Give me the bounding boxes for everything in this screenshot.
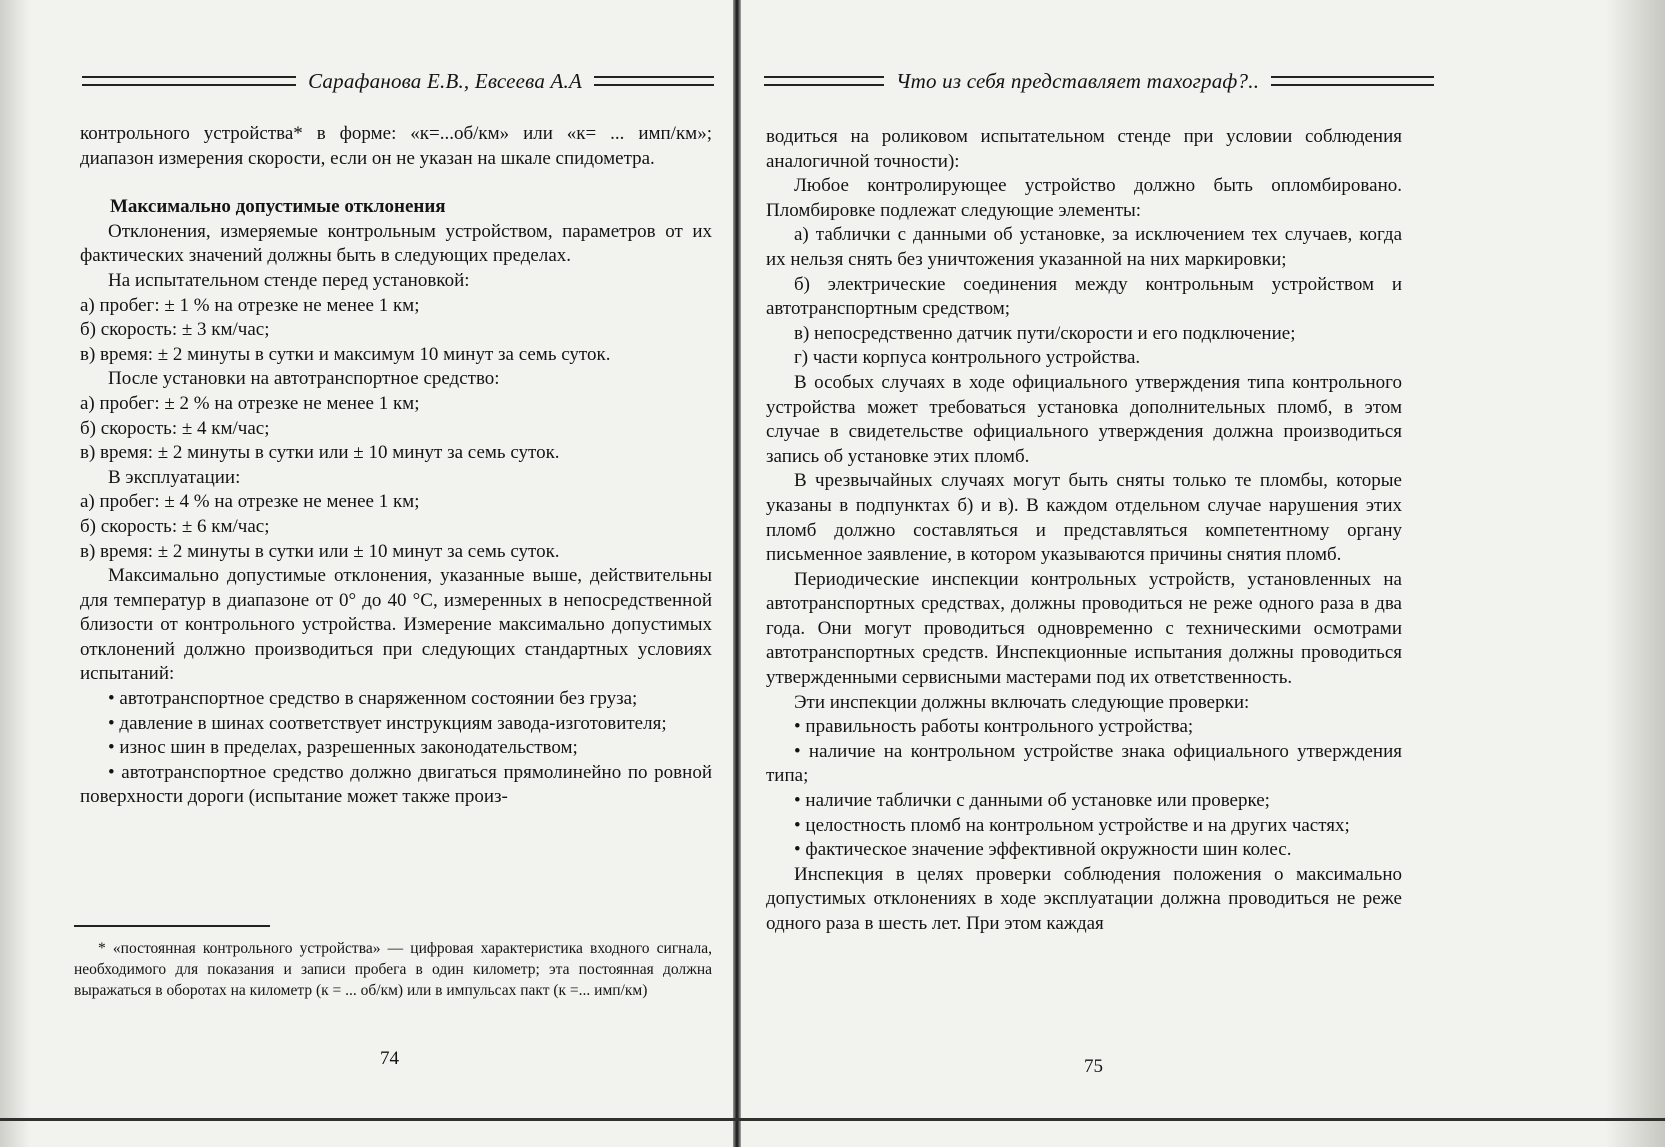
- list-item: а) таблички с данными об установке, за исключением тех случаев, когда их нельзя снять без уничтожения указанной на них маркировки;: [766, 224, 1402, 270]
- list-item: в) непосредственно датчик пути/скорости и его подключение;: [794, 322, 1296, 344]
- bullet-item: • наличие таблички с данными об установке или проверке;: [794, 790, 1270, 812]
- right-page: [742, 0, 1665, 1147]
- header-authors: Сарафанова Е.В., Евсеева А.А: [308, 68, 582, 93]
- paragraph: В чрезвычайных случаях могут быть сняты только те пломбы, которые указаны в подпунктах б) и в). В каждом отдельном случае нарушения этих пломб должно составляться и представляться компетентному органу письменное заявление, в котором указываются причины снятия пломб.: [766, 470, 1402, 566]
- left-page: [0, 0, 735, 1147]
- list-item: г) части корпуса контрольного устройства.: [794, 347, 1141, 369]
- section-heading: Максимально допустимые отклонения: [110, 196, 446, 218]
- book-gutter: [733, 0, 741, 1147]
- bullet-item: • правильность работы контрольного устройства;: [794, 716, 1194, 738]
- paragraph: Инспекция в целях проверки соблюдения положения о максимально допустимых отклонениях в ходе эксплуатации должна проводиться не реже одного раза в шесть лет. При этом каждая: [766, 863, 1402, 934]
- list-item: в) время: ± 2 минуты в сутки и максимум 10 минут за семь суток.: [80, 343, 611, 365]
- list-item: б) скорость: ± 3 км/час;: [80, 319, 270, 341]
- running-header: [82, 64, 714, 98]
- footnote-rule: [74, 925, 270, 927]
- bullet-item: • автотранспортное средство в снаряженном состоянии без груза;: [108, 688, 638, 710]
- list-item: а) пробег: ± 2 % на отрезке не менее 1 км;: [80, 392, 420, 414]
- footnote: [74, 938, 712, 1001]
- page-number: 75: [1084, 1056, 1103, 1077]
- footnote-text: * «постоянная контрольного устройства» — цифровая характеристика входного сигнала, необходимого для показания и записи пробега в один километр; эта постоянная должна выражаться в оборотах на километр (к = ... об/км) или в импульсах пакт (к =... имп/км): [74, 940, 712, 999]
- paragraph: После установки на автотранспортное средство:: [108, 368, 500, 390]
- bullet-item: • целостность пломб на контрольном устройстве и на других частях;: [794, 814, 1350, 836]
- header-rule: [594, 76, 714, 86]
- spread-bottom-edge: [0, 1118, 1665, 1121]
- paragraph: Отклонения, измеряемые контрольным устройством, параметров от их фактических значений должны быть в следующих пределах.: [80, 220, 712, 267]
- bullet-item: • фактическое значение эффективной окружности шин колес.: [794, 839, 1292, 861]
- header-rule: [1271, 76, 1434, 86]
- list-item: б) электрические соединения между контрольным устройством и автотранспортным средством;: [766, 273, 1402, 320]
- list-item: а) пробег: ± 1 % на отрезке не менее 1 км;: [80, 294, 420, 316]
- list-item: б) скорость: ± 6 км/час;: [80, 515, 270, 537]
- running-header: [764, 64, 1434, 98]
- page-body: [80, 122, 712, 810]
- paragraph: На испытательном стенде перед установкой:: [108, 269, 470, 291]
- paragraph: Эти инспекции должны включать следующие проверки:: [794, 691, 1250, 713]
- header-rule: [82, 76, 296, 86]
- bullet-item: • износ шин в пределах, разрешенных законодательством;: [108, 737, 578, 759]
- bullet-item: • наличие на контрольном устройстве знака официального утверждения типа;: [766, 740, 1402, 787]
- list-item: в) время: ± 2 минуты в сутки или ± 10 минут за семь суток.: [80, 442, 560, 464]
- bullet-item: • давление в шинах соответствует инструкциям завода-изготовителя;: [108, 712, 667, 734]
- page-body: [766, 125, 1402, 937]
- paragraph: контрольного устройства* в форме: «к=...об/км» или «к= ... имп/км»; диапазон измерения скорости, если он не указан на шкале спидометра.: [80, 123, 712, 169]
- paragraph: Любое контролирующее устройство должно быть опломбировано. Пломбировке подлежат следующие элементы:: [766, 175, 1402, 221]
- paragraph: В особых случаях в ходе официального утверждения типа контрольного устройства может требоваться установка дополнительных пломб, в этом случае в свидетельстве официального утверждения должна производиться запись об установке этих пломб.: [766, 371, 1402, 467]
- paragraph: В эксплуатации:: [108, 466, 241, 488]
- header-title: Что из себя представляет тахограф?..: [896, 68, 1260, 93]
- list-item: а) пробег: ± 4 % на отрезке не менее 1 км;: [80, 491, 420, 513]
- page-number: 74: [380, 1048, 399, 1069]
- header-rule: [764, 76, 884, 86]
- paragraph: Периодические инспекции контрольных устройств, установленных на автотранспортных средствах, должны проводиться не реже одного раза в два года. Они могут проводиться одновременно с техническими осмотрами автотранспортных средств. Инспекционные испытания должны проводиться утвержденными сервисными мастерами под их ответственность.: [766, 568, 1402, 689]
- bullet-item: • автотранспортное средство должно двигаться прямолинейно по ровной поверхности дороги (испытание может также произ-: [80, 761, 712, 808]
- paragraph: водиться на роликовом испытательном стенде при условии соблюдения аналогичной точности):: [766, 126, 1402, 172]
- list-item: в) время: ± 2 минуты в сутки или ± 10 минут за семь суток.: [80, 540, 560, 562]
- paragraph: Максимально допустимые отклонения, указанные выше, действительны для температур в диапазоне от 0° до 40 °С, измеренных в непосредственной близости от контрольного устройства. Измерение максимально допустимых отклонений должно производиться при следующих стандартных условиях испытаний:: [80, 565, 712, 685]
- list-item: б) скорость: ± 4 км/час;: [80, 417, 270, 439]
